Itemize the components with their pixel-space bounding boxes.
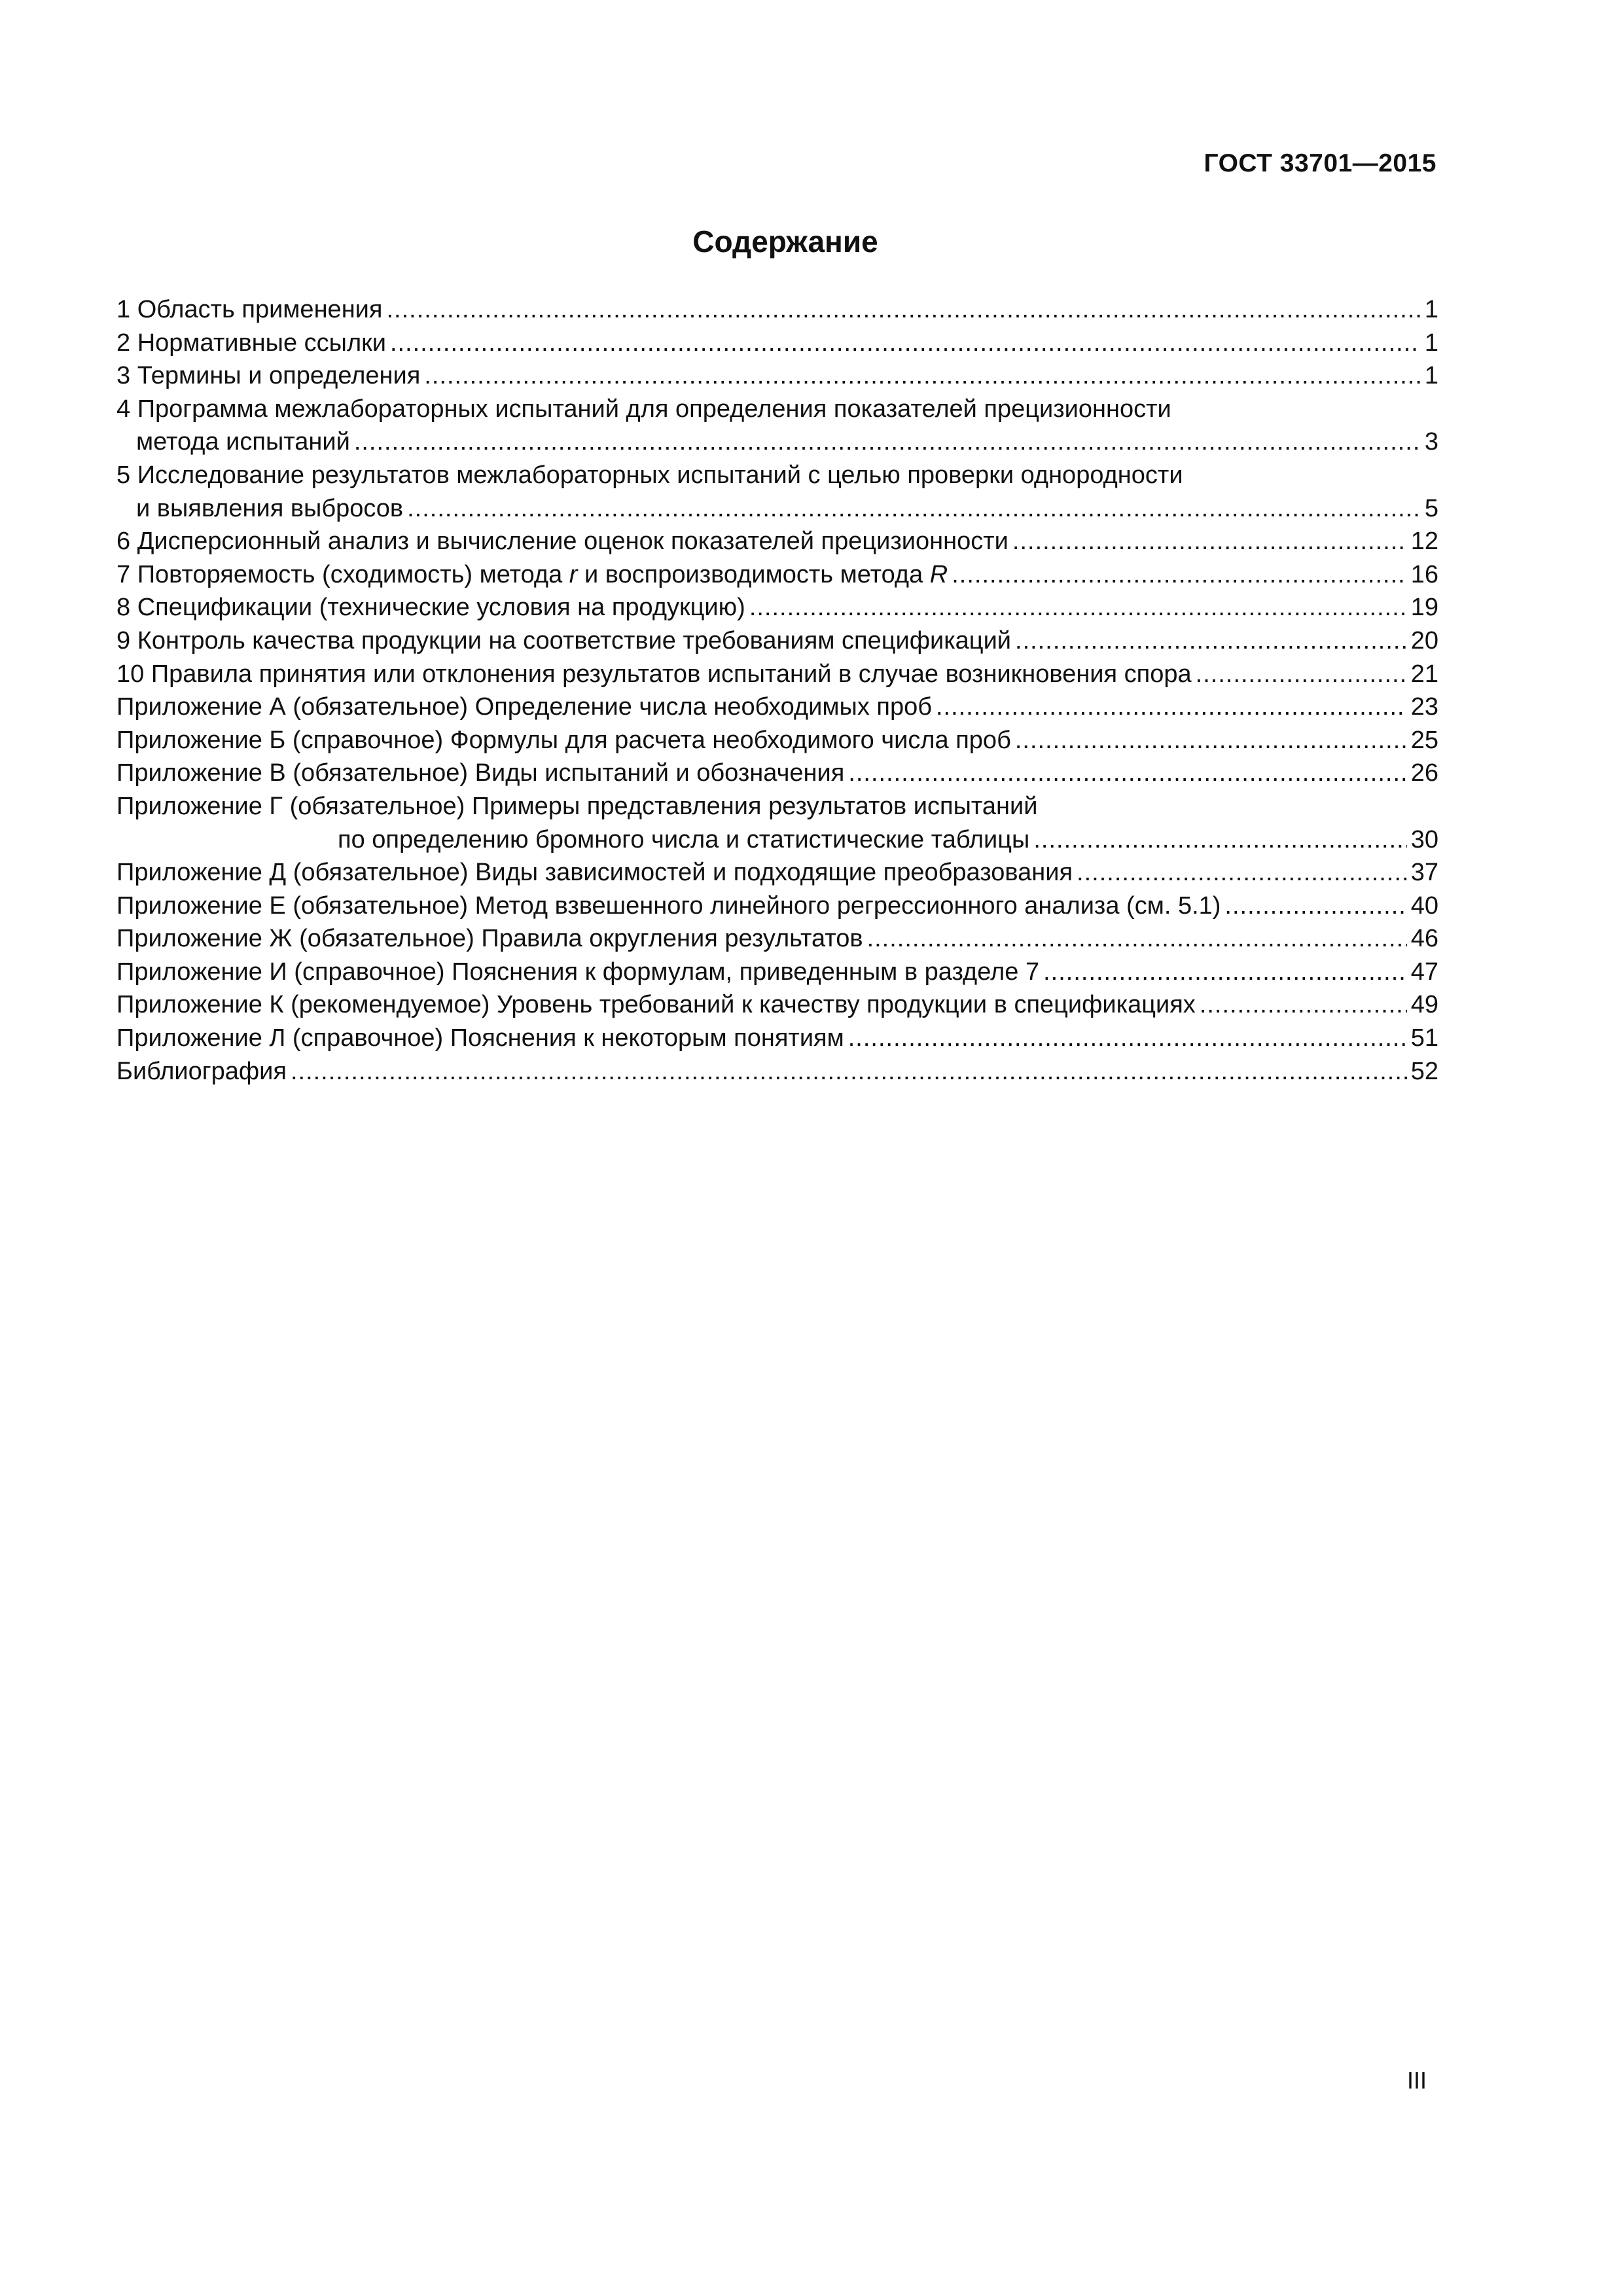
- toc-page-number: 30: [1410, 825, 1438, 853]
- standard-designation: ГОСТ 33701—2015: [1204, 149, 1436, 177]
- toc-entry-title: 8 Спецификации (технические условия на продукцию): [116, 594, 745, 622]
- toc-leader-dots: [390, 327, 1421, 360]
- toc-page-number: 21: [1410, 660, 1438, 688]
- toc-entry-title: 10 Правила принятия или отклонения результатов испытаний в случае возникновения спора: [116, 660, 1192, 688]
- toc-entry[interactable]: [116, 724, 1438, 757]
- toc-entry-title: Приложение А (обязательное) Определение числа необходимых проб: [116, 693, 932, 721]
- toc-entry[interactable]: [116, 1022, 1438, 1055]
- toc-leader-dots: [1200, 988, 1407, 1022]
- toc-page-number: 1: [1424, 362, 1438, 390]
- toc-page-number: 1: [1424, 296, 1438, 323]
- toc-leader-dots: [1224, 889, 1406, 923]
- toc-leader-dots: [1196, 658, 1407, 691]
- toc-entry-title: Приложение В (обязательное) Виды испытаний и обозначения: [116, 759, 845, 787]
- toc-page-number: 52: [1410, 1057, 1438, 1085]
- toc-page-number: 19: [1410, 594, 1438, 622]
- toc-leader-dots: [936, 691, 1407, 724]
- toc-entry[interactable]: [116, 327, 1438, 360]
- toc-leader-dots: [867, 922, 1407, 956]
- toc-entry-title: 1 Область применения: [116, 296, 383, 323]
- toc-entry-title: Приложение Е (обязательное) Метод взвешенного линейного регрессионного анализа (см. 5.1): [116, 891, 1221, 920]
- toc-page-number: 25: [1410, 726, 1438, 754]
- toc-leader-dots: [291, 1055, 1407, 1088]
- toc-leader-dots: [848, 1022, 1407, 1055]
- toc-entry-title: 4 Программа межлабораторных испытаний для определения показателей прецизионности: [116, 395, 1171, 423]
- toc-entry[interactable]: [116, 393, 1438, 459]
- toc-leader-dots: [407, 492, 1421, 526]
- toc-leader-dots: [386, 293, 1420, 327]
- toc-entry[interactable]: [116, 1055, 1438, 1088]
- toc-entry[interactable]: [116, 558, 1438, 592]
- toc-page-number: 51: [1410, 1024, 1438, 1052]
- toc-entry-title: Приложение Л (справочное) Пояснения к некоторым понятиям: [116, 1024, 844, 1052]
- toc-page-number: 1: [1424, 329, 1438, 357]
- page-number: III: [1406, 2067, 1427, 2094]
- table-of-contents: [116, 293, 1438, 1088]
- toc-leader-dots: [1077, 856, 1407, 889]
- toc-entry-title: 2 Нормативные ссылки: [116, 329, 386, 357]
- toc-entry[interactable]: [116, 591, 1438, 624]
- toc-page-number: 47: [1410, 958, 1438, 986]
- toc-page-number: 16: [1410, 560, 1438, 588]
- toc-entry[interactable]: [116, 459, 1438, 525]
- toc-title: Содержание: [692, 224, 878, 259]
- toc-entry-title: Приложение Б (справочное) Формулы для расчета необходимого числа проб: [116, 726, 1011, 754]
- toc-page-number: 12: [1410, 528, 1438, 556]
- toc-entry-title: Приложение Г (обязательное) Примеры представления результатов испытаний: [116, 792, 1038, 820]
- toc-entry-title: по определению бромного числа и статистические таблицы: [338, 825, 1030, 853]
- toc-entry[interactable]: [116, 889, 1438, 923]
- toc-page-number: 46: [1410, 925, 1438, 953]
- toc-page-number: 37: [1410, 859, 1438, 887]
- toc-page-number: 5: [1424, 494, 1438, 522]
- toc-leader-dots: [1015, 724, 1407, 757]
- toc-leader-dots: [424, 359, 1421, 393]
- toc-entry[interactable]: [116, 922, 1438, 956]
- toc-entry-title: 3 Термины и определения: [116, 362, 421, 390]
- toc-entry[interactable]: [116, 856, 1438, 889]
- toc-entry[interactable]: [116, 359, 1438, 393]
- toc-page-number: 3: [1424, 428, 1438, 456]
- toc-leader-dots: [848, 757, 1406, 790]
- toc-page-number: 26: [1410, 759, 1438, 787]
- toc-entry-title: Приложение К (рекомендуемое) Уровень требований к качеству продукции в спецификациях: [116, 991, 1196, 1019]
- toc-entry[interactable]: [116, 956, 1438, 989]
- toc-page-number: 20: [1410, 626, 1438, 655]
- toc-page-number: 49: [1410, 991, 1438, 1019]
- toc-leader-dots: [354, 425, 1421, 459]
- toc-page-number: 23: [1410, 693, 1438, 721]
- toc-entry-title: Библиография: [116, 1057, 287, 1085]
- toc-leader-dots: [1033, 823, 1406, 857]
- toc-entry[interactable]: [116, 757, 1438, 790]
- toc-entry-title: 5 Исследование результатов межлабораторных испытаний с целью проверки однородности: [116, 461, 1183, 489]
- toc-entry[interactable]: [116, 293, 1438, 327]
- toc-entry-title: 9 Контроль качества продукции на соответствие требованиям спецификаций: [116, 626, 1012, 655]
- toc-entry-title: метода испытаний: [136, 428, 350, 456]
- toc-leader-dots: [749, 591, 1407, 624]
- toc-leader-dots: [1012, 525, 1407, 558]
- toc-entry[interactable]: [116, 988, 1438, 1022]
- toc-entry-title: Приложение И (справочное) Пояснения к формулам, приведенным в разделе 7: [116, 958, 1040, 986]
- toc-entry-title: и выявления выбросов: [136, 494, 404, 522]
- toc-leader-dots: [1015, 624, 1407, 658]
- toc-entry[interactable]: [116, 658, 1438, 691]
- toc-entry-title: Приложение Д (обязательное) Виды зависимостей и подходящие преобразования: [116, 859, 1073, 887]
- toc-entry-title: 6 Дисперсионный анализ и вычисление оценок показателей прецизионности: [116, 528, 1008, 556]
- toc-entry[interactable]: [116, 790, 1438, 856]
- toc-entry-title: 7 Повторяемость (сходимость) метода r и воспроизводимость метода R: [116, 560, 948, 588]
- toc-entry[interactable]: [116, 624, 1438, 658]
- toc-entry[interactable]: [116, 525, 1438, 558]
- toc-leader-dots: [952, 558, 1406, 592]
- toc-leader-dots: [1043, 956, 1407, 989]
- toc-entry[interactable]: [116, 691, 1438, 724]
- toc-entry-title: Приложение Ж (обязательное) Правила округления результатов: [116, 925, 863, 953]
- toc-page-number: 40: [1410, 891, 1438, 920]
